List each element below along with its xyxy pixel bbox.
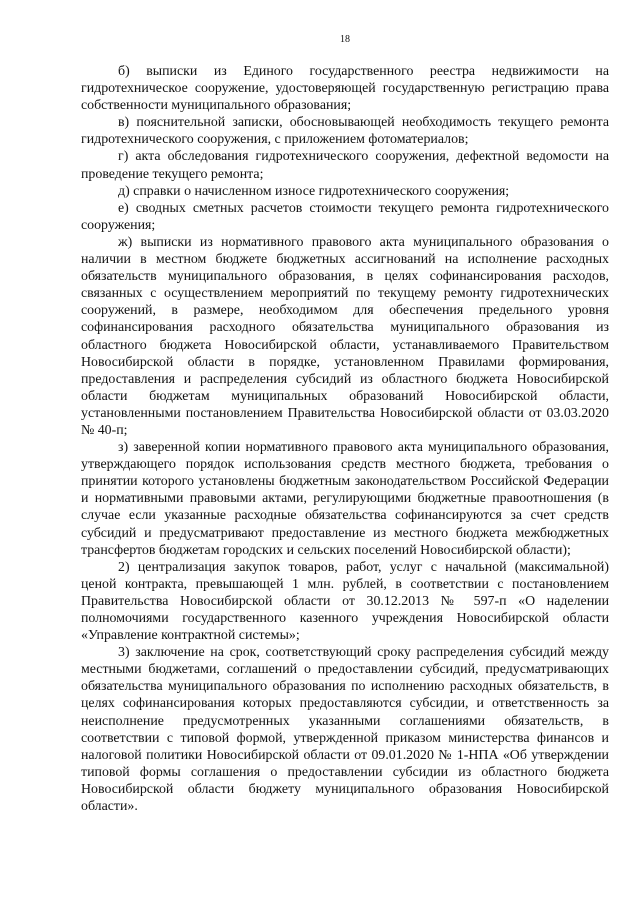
paragraph-item-g: г) акта обследования гидротехнического сооружения, дефектной ведомости на проведение текущего ремонта; [81, 149, 609, 182]
paragraph-item-zh: ж) выписки из нормативного правового акта муниципального образования о наличии в местном бюджете бюджетных ассигнований на исполнение расходных обязательств муниципального образования, в целях софинансирования расходов, связанных с осуществлением мероприятий по текущему ремонту гидротехнических сооружений, в размере, необходимом для обеспечения предельного уровня софинансирования расходного обязательства муниципального образования из областного бюджета Новосибирской области, устанавливаемого Правительством Новосибирской области в порядке, установленном Правилами формирования, предоставления и распределения субсидий из областного бюджета Новосибирской области бюджетам муниципальных образований Новосибирской области, установленными постановлением Правительства Новосибирской области от 03.03.2020 № 40-п; [81, 234, 609, 438]
paragraph-item-2: 2) централизация закупок товаров, работ, услуг с начальной (максимальной) ценой контракта, превышающей 1 млн. рублей, в соответствии с постановлением Правительства Новосибирской области от 30.12.2013 № 597-п «О наделении полномочиями государственного казенного учреждения Новосибирской области «Управление контрактной системы»; [81, 559, 609, 644]
paragraph-item-v: в) пояснительной записки, обосновывающей необходимость текущего ремонта гидротехнического сооружения, с приложением фотоматериалов; [81, 115, 609, 148]
paragraph-item-3: 3) заключение на срок, соответствующий сроку распределения субсидий между местными бюджетами, соглашений о предоставлении субсидий, предусматривающих обязательства муниципального образования по исполнению расходных обязательств, в целях софинансирования которых предоставляются субсидии, и ответственность за неисполнение предусмотренных указанными соглашениями обязательств, в соответствии с типовой формой, утвержденной приказом министерства финансов и налоговой политики Новосибирской области от 09.01.2020 № 1-НПА «Об утверждении типовой формы соглашения о предоставлении субсидии из областного бюджета Новосибирской области бюджету муниципального образования Новосибирской области». [81, 645, 609, 815]
page-number: 18 [340, 34, 350, 45]
paragraph-item-b: б) выписки из Единого государственного реестра недвижимости на гидротехническое сооружение, удостоверяющей государственную регистрацию права собственности муниципального образования; [81, 64, 609, 114]
paragraph-item-z: з) заверенной копии нормативного правового акта муниципального образования, утверждающего порядок использования средств местного бюджета, требования о принятии которого установлены бюджетным законодательством Российской Федерации и нормативными правовыми актами, регулирующими бюджетные правоотношения (в случае если указанные расходные обязательства софинансируются за счет средств субсидий и предусматривают предоставление из местного бюджета межбюджетных трансфертов бюджетам городских и сельских поселений Новосибирской области); [81, 440, 609, 558]
paragraph-item-d: д) справки о начисленном износе гидротехнического сооружения; [118, 183, 510, 199]
paragraph-item-e: е) сводных сметных расчетов стоимости текущего ремонта гидротехнического сооружения; [81, 200, 609, 233]
document-body [81, 63, 609, 815]
